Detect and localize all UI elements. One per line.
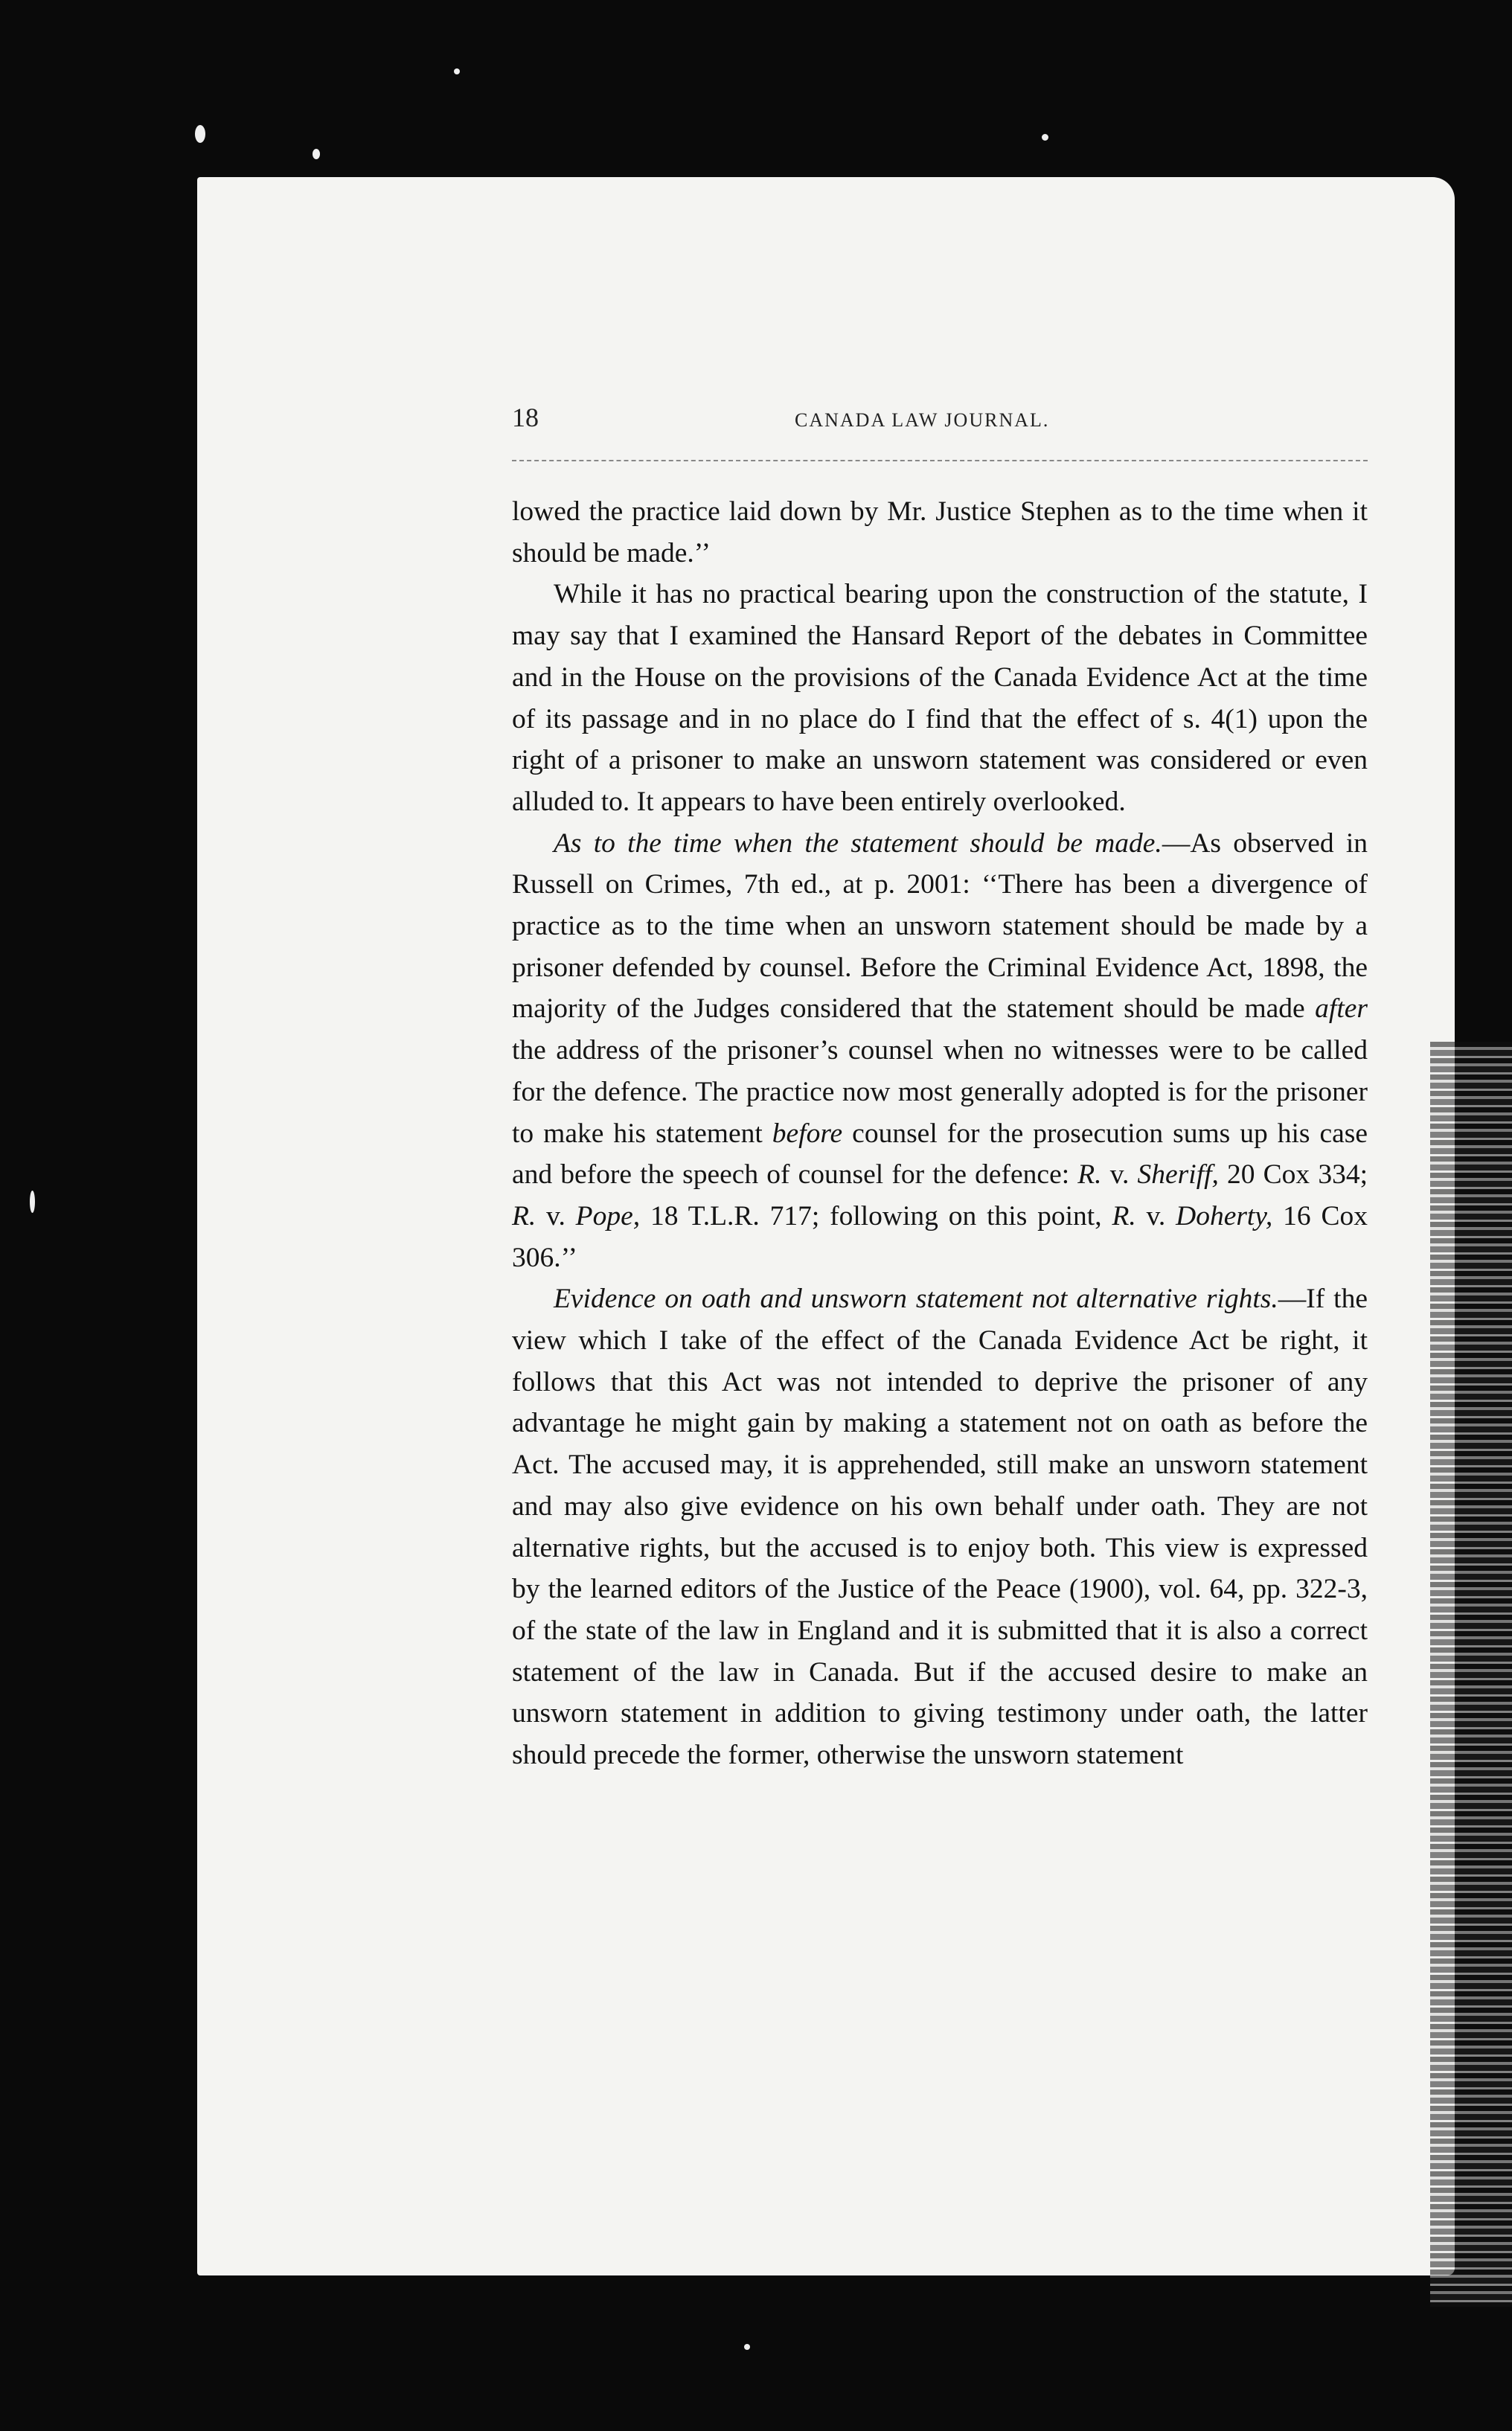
text-run: v. — [1101, 1159, 1138, 1191]
paragraph-3 — [512, 823, 1368, 1279]
italic-run: after — [1315, 993, 1368, 1025]
italic-run: R. — [1112, 1200, 1136, 1231]
italic-run: R. — [512, 1200, 536, 1231]
scan-speck — [744, 2344, 750, 2350]
scan-speck — [1042, 134, 1048, 141]
scan-speck — [313, 149, 320, 159]
header-rule — [512, 460, 1368, 461]
page-number: 18 — [512, 403, 539, 432]
text-run: v. — [1135, 1200, 1176, 1231]
body-text — [512, 491, 1368, 1776]
paragraph-1 — [512, 491, 1368, 574]
text-run: —If the view which I take of the effect of the Canada Evidence Act be right, it follows that this Act was not intended to deprive the prisoner of any advantage he might gain by making a statement not on oath as before the Act. The accused may, it is apprehended, still make an unsworn statement and may also give evidence on his own behalf under oath. They are not alternative rights, but the accused is to enjoy both. This view is expressed by the learned editors of the Justice of the Peace (1900), vol. 64, pp. 322-3, of the state of the law in England and it is submitted that it is also a correct statement of the law in Canada. But if the accused desire to make an unsworn statement in addition to giving testimony under oath, the latter should precede the former, otherwise the unsworn statement — [512, 1284, 1368, 1771]
scan-speck — [30, 1191, 35, 1213]
italic-run: As to the time when the statement should be made. — [554, 827, 1162, 859]
page-header — [512, 402, 1368, 446]
paragraph-4 — [512, 1278, 1368, 1775]
scan-edge-noise — [1430, 1042, 1512, 2307]
running-head: CANADA LAW JOURNAL. — [795, 409, 1050, 431]
italic-run: R. — [1077, 1159, 1102, 1191]
text-run: counsel for the prosecution sums up his case and before the speech of counsel for the defence: — [512, 1118, 1368, 1191]
text-run: 16 Cox 306.’’ — [512, 1200, 1368, 1273]
text-run: the address of the prisoner’s counsel when no witnesses were to be called for the defence. The practice now most generally adopted is for the prisoner to make his statement — [512, 1035, 1368, 1149]
text-run: lowed the practice laid down by Mr. Justice Stephen as to the time when it should be made.’’ — [512, 496, 1368, 568]
italic-run: Pope, — [575, 1200, 641, 1231]
text-run: While it has no practical bearing upon the construction of the statute, I may say that I examined the Hansard Report of the debates in Committee and in the House on the provisions of the Canada Evidence Act at the time of its passage and in no place do I find that the effect of s. 4(1) upon the right of a prisoner to make an unsworn statement was considered or even alluded to. It appears to have been entirely overlooked. — [512, 579, 1368, 817]
text-run: —As observed in Russell on Crimes, 7th ed., at p. 2001: ‘‘There has been a divergence of practice as to the time when an unsworn statement should be made by a prisoner defended by counsel. Before the Criminal Evidence Act, 1898, the majority of the Judges considered that the statement should be made — [512, 827, 1368, 1025]
text-run: v. — [536, 1200, 576, 1231]
scan-speck — [195, 125, 205, 143]
italic-run: Evidence on oath and unsworn statement not alternative rights. — [554, 1284, 1278, 1315]
text-run: 18 T.L.R. 717; following on this point, — [640, 1200, 1112, 1231]
italic-run: Sheriff, — [1137, 1159, 1219, 1191]
text-run: 20 Cox 334; — [1218, 1159, 1368, 1191]
italic-run: before — [772, 1118, 843, 1149]
paragraph-2 — [512, 574, 1368, 822]
scan-speck — [454, 68, 460, 74]
italic-run: Doherty, — [1176, 1200, 1273, 1231]
